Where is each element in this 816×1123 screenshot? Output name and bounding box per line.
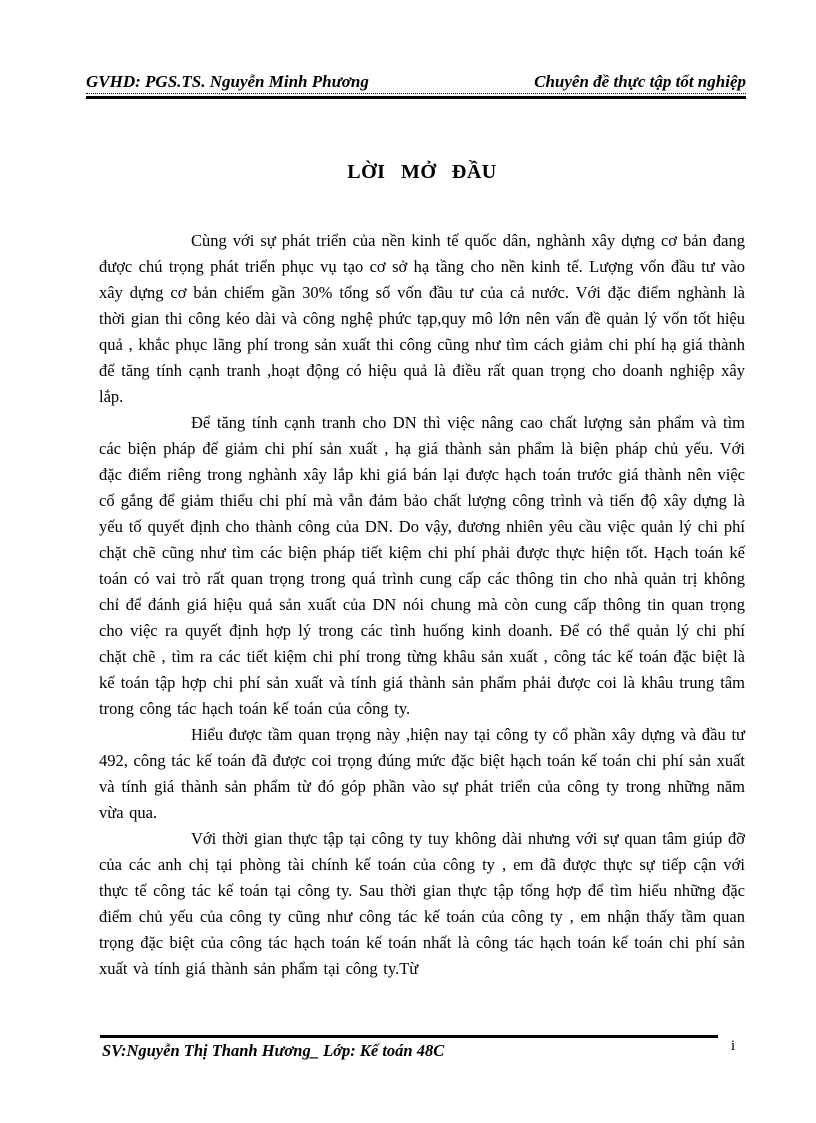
page-number: i: [731, 1038, 736, 1054]
footer-text: SV:Nguyễn Thị Thanh Hương_ Lớp: Kế toán 48C: [102, 1041, 445, 1060]
document-body: [99, 228, 745, 982]
paragraph: Hiểu được tầm quan trọng này ,hiện nay tại công ty cổ phần xây dựng và đầu tư 492, công tác kế toán đã được coi trọng đúng mức đặc biệt hạch toán kế toán chi phí sản xuất và tính giá thành sản phẩm từ đó góp phần vào sự phát triển của công ty trong những năm vừa qua.: [99, 725, 745, 822]
footer-rule: [100, 1035, 718, 1038]
header-left-text: GVHD: PGS.TS. Nguyễn Minh Phương: [86, 72, 369, 91]
header-right-text: Chuyên đề thực tập tốt nghiệp: [534, 72, 746, 91]
header-rule-thin: [86, 72, 746, 94]
header-rule-thick: [86, 96, 746, 99]
paragraph: Để tăng tính cạnh tranh cho DN thì việc nâng cao chất lượng sản phẩm và tìm các biện pháp để giảm chi phí sản xuất , hạ giá thành sản phẩm là biện pháp chủ yếu. Với đặc điểm riêng trong nghành xây lắp khi giá bán lại được hạch toán trước giá thành nên việc cố gắng để giảm thiểu chi phí mà vẫn đảm bảo chất lượng công trình và tiến độ xây dựng là yếu tố quyết định cho thành công của DN. Do vậy, đương nhiên yêu cầu việc quản lý chi phí chặt chẽ cũng như tìm các biện pháp tiết kiệm chi phí phải được thực hiện tốt. Hạch toán kế toán có vai trò rất quan trọng trong quá trình cung cấp các thông tin cho nhà quản trị không chỉ để đánh giá hiệu quả sản xuất của DN nói chung mà còn cung cấp thông tin quan trọng cho việc ra quyết định hợp lý trong các tình huống kinh doanh. Để có thể quản lý chi phí chặt chẽ , tìm ra các tiết kiệm chi phí trong từng khâu sản xuất , công tác kế toán đặc biệt là kế toán tập hợp chi phí sản xuất và tính giá thành sản phẩm phải được coi là khâu trung tâm trong công tác hạch toán kế toán của công ty.: [99, 413, 745, 718]
paragraph: Cùng với sự phát triển của nền kinh tế quốc dân, nghành xây dựng cơ bản đang được chú trọng phát triển phục vụ tạo cơ sở hạ tầng cho nền kinh tế. Lượng vốn đầu tư vào xây dựng cơ bản chiếm gần 30% tổng số vốn đầu tư của cả nước. Với đặc điểm nghành là thời gian thi công kéo dài và công nghệ phức tạp,quy mô lớn nên vấn đề quản lý vốn tốt hiệu quả , khắc phục lãng phí trong sản xuất thi công cũng như tìm cách giảm chi phí hạ giá thành để tăng tính cạnh tranh ,hoạt động có hiệu quả là điều rất quan trọng cho doanh nghiệp xây lắp.: [99, 231, 745, 406]
paragraph: Với thời gian thực tập tại công ty tuy không dài nhưng với sự quan tâm giúp đỡ của các anh chị tại phòng tài chính kế toán của công ty , em đã được thực sự tiếp cận với thực tế công tác kế toán tại công ty. Sau thời gian thực tập tổng hợp để tìm hiểu những đặc điểm chủ yếu của công ty cũng như công tác kế toán của công ty , em nhận thấy tầm quan trọng đặc biệt của công tác hạch toán kế toán nhất là công tác hạch toán kế toán chi phí sản xuất và tính giá thành sản phẩm tại công ty.Từ: [99, 829, 745, 978]
page-header: [86, 72, 746, 99]
page-title: LỜI MỞ ĐẦU: [347, 161, 497, 183]
